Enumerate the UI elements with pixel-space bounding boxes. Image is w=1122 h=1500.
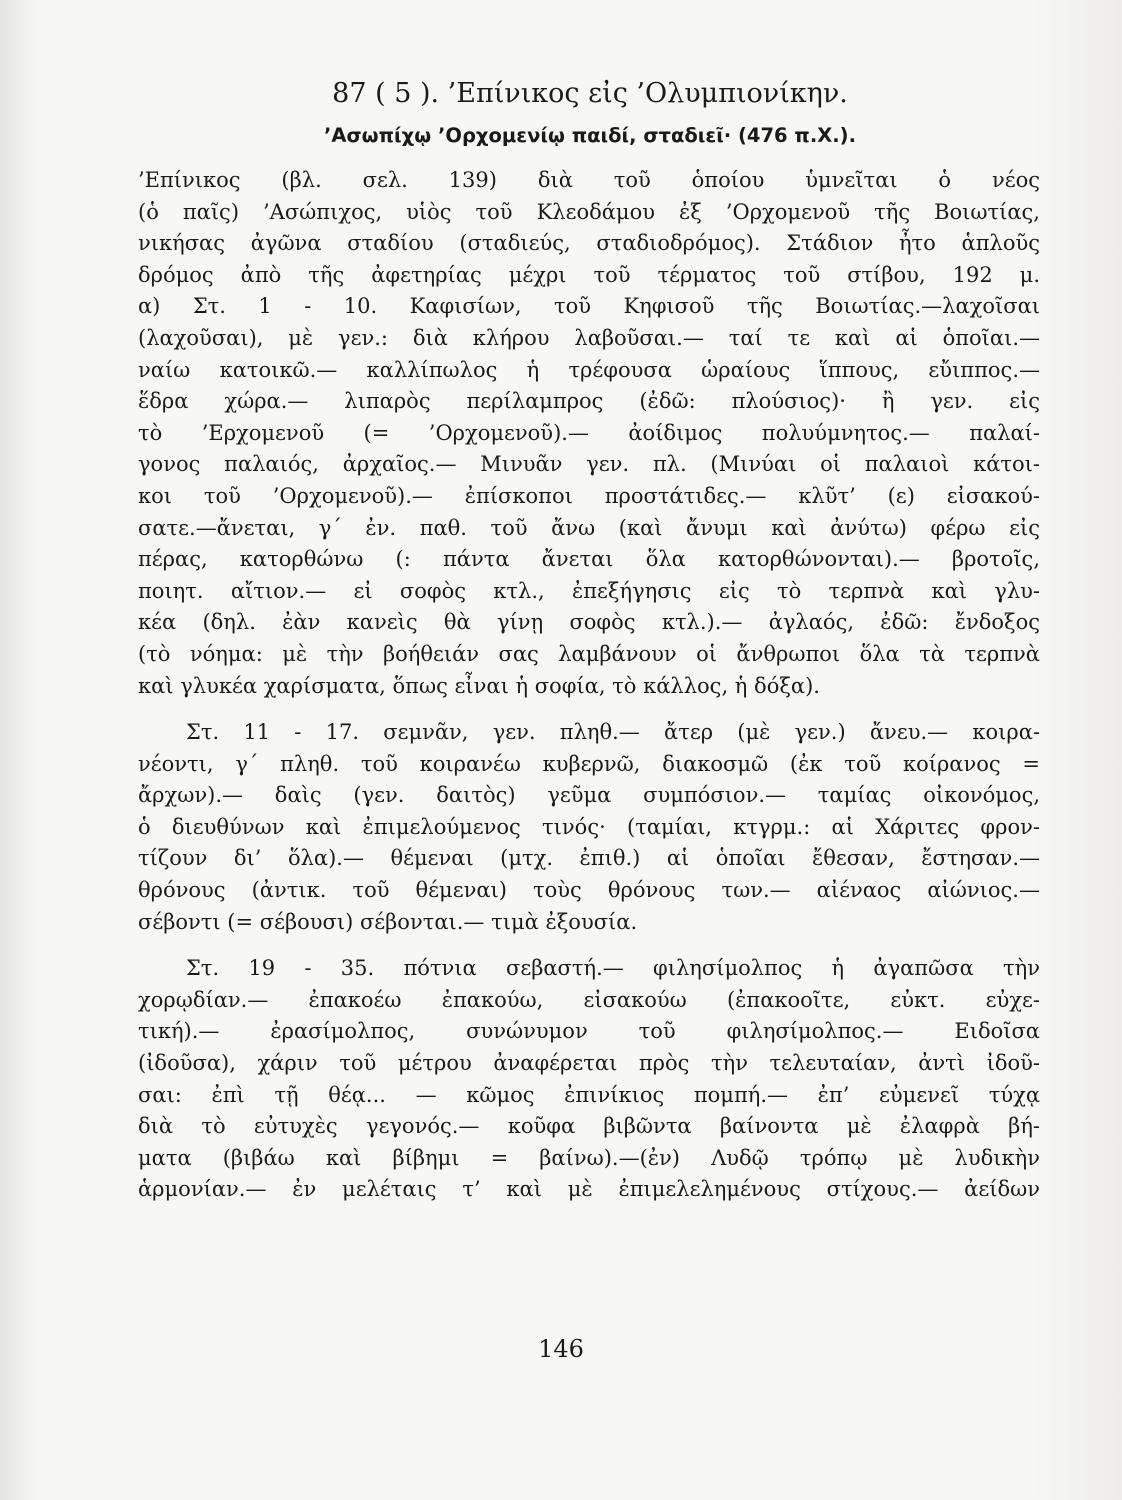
page-edge-shadow <box>0 0 40 1500</box>
body-line: χορῳδίαν.— ἐπακοέω ἐπακούω, εἰσακούω (ἐπακοοῖτε, εὐκτ. εὐχε- <box>138 987 1040 1012</box>
page-subheading: ’Ασωπίχῳ ’Ορχομενίῳ παιδί, σταδιεῖ· (476 π.Χ.). <box>324 124 856 147</box>
commentary-body <box>138 165 1040 1206</box>
body-line: ὁ διευθύνων καὶ ἐπιμελούμενος τινός· (ταμίαι, κτγρμ.: αἱ Χάριτες φρον- <box>138 814 1040 839</box>
body-line: ναίω κατοικῶ.— καλλίπωλος ἡ τρέφουσα ὡραίους ἵππους, εὔιππος.— <box>138 357 1040 382</box>
body-line: ’Επίνικος (βλ. σελ. 139) διὰ τοῦ ὁποίου ὑμνεῖται ὁ νέος <box>138 168 1040 192</box>
paragraph-gap <box>138 938 1040 953</box>
body-line: Στ. 19 - 35. πότνια σεβαστή.— φιλησίμολπος ἡ ἀγαπῶσα τὴν <box>186 956 1040 981</box>
body-line: σαι: ἐπὶ τῇ θέᾳ... — κῶμος ἐπινίκιος πομπή.— ἐπ’ εὐμενεῖ τύχᾳ <box>138 1082 1040 1107</box>
body-line: τίζουν δι’ ὅλα).— θέμεναι (μτχ. ἐπιθ.) αἱ ὁποῖαι ἔθεσαν, ἔστησαν.— <box>138 846 1040 871</box>
paragraph-gap <box>138 702 1040 717</box>
body-line: σατε.—ἄνεται, γ΄ ἐν. παθ. τοῦ ἄνω (καὶ ἄνυμι καὶ ἀνύτω) φέρω εἰς <box>138 515 1040 540</box>
body-line: σέβοντι (= σέβουσι) σέβονται.— τιμὰ ἐξουσία. <box>138 909 638 934</box>
body-line: ἁρμονίαν.— ἐν μελέταις τ’ καὶ μὲ ἐπιμελελημένους στίχους.— ἀείδων <box>138 1177 1040 1202</box>
body-line: καὶ γλυκέα χαρίσματα, ὅπως εἶναι ἡ σοφία, τὸ κάλλος, ἡ δόξα). <box>138 673 820 698</box>
body-line: πέρας, κατορθώνω (: πάντα ἄνεται ὅλα κατορθώνονται).— βροτοῖς, <box>138 547 1040 572</box>
body-line: διὰ τὸ εὐτυχὲς γεγονός.— κοῦφα βιβῶντα βαίνοντα μὲ ἐλαφρὰ βή- <box>138 1114 1040 1139</box>
page-heading: 87 ( 5 ). ’Επίνικος εἰς ’Ολυμπιονίκην. <box>332 78 848 109</box>
body-line: δρόμος ἀπὸ τῆς ἀφετηρίας μέχρι τοῦ τέρματος τοῦ στίβου, 192 μ. <box>138 262 1040 287</box>
body-line: (ἰδοῦσα), χάριν τοῦ μέτρου ἀναφέρεται πρὸς τὴν τελευταίαν, ἀντὶ ἰδοῦ- <box>138 1051 1040 1076</box>
body-line: γονος παλαιός, ἀρχαῖος.— Μινυᾶν γεν. πλ. (Μινύαι οἱ παλαιοὶ κάτοι- <box>138 452 1040 477</box>
body-line: νικήσας ἀγῶνα σταδίου (σταδιεύς, σταδιοδρόμος). Στάδιον ἦτο ἁπλοῦς <box>138 231 1040 256</box>
body-line: τὸ ’Ερχομενοῦ (= ’Ορχομενοῦ).— ἀοίδιμος πολυύμνητος.— παλαί- <box>138 420 1040 445</box>
body-line: ματα (βιβάω καὶ βίβημι = βαίνω).—(ἐν) Λυδῷ τρόπῳ μὲ λυδικὴν <box>138 1145 1040 1170</box>
body-line: (ὁ παῖς) ’Ασώπιχος, υἱὸς τοῦ Κλεοδάμου ἐξ ’Ορχομενοῦ τῆς Βοιωτίας, <box>138 199 1040 224</box>
body-line: κοι τοῦ ’Ορχομενοῦ).— ἐπίσκοποι προστάτιδες.— κλῦτ’ (ε) εἰσακού- <box>138 483 1040 508</box>
body-line: τική).— ἐρασίμολπος, συνώνυμον τοῦ φιλησίμολπος.— Ειδοῖσα <box>138 1019 1040 1044</box>
body-line: νέοντι, γ΄ πληθ. τοῦ κοιρανέω κυβερνῶ, διακοσμῶ (ἐκ τοῦ κοίρανος = <box>138 751 1040 776</box>
body-line: (τὸ νόημα: μὲ τὴν βοήθειάν σας λαμβάνουν οἱ ἄνθρωποι ὅλα τὰ τερπνὰ <box>138 641 1040 666</box>
body-line: ποιητ. αἴτιον.— εἰ σοφὸς κτλ., ἐπεξήγησις εἰς τὸ τερπνὰ καὶ γλυ- <box>138 578 1040 603</box>
body-line: ἄρχων).— δαὶς (γεν. δαιτὸς) γεῦμα συμπόσιον.— ταμίας οἰκονόμος, <box>138 783 1040 808</box>
body-line: ἕδρα χώρα.— λιπαρὸς περίλαμπρος (ἐδῶ: πλούσιος)· ἢ γεν. εἰς <box>138 389 1040 414</box>
body-line: κέα (δηλ. ἐὰν κανεὶς θὰ γίνῃ σοφὸς κτλ.).— ἀγλαός, ἐδῶ: ἔνδοξος <box>138 610 1040 635</box>
body-line: α) Στ. 1 - 10. Καφισίων, τοῦ Κηφισοῦ τῆς Βοιωτίας.—λαχοῖσαι <box>138 294 1040 319</box>
body-line: Στ. 11 - 17. σεμνᾶν, γεν. πληθ.— ἄτερ (μὲ γεν.) ἄνευ.— κοιρα- <box>186 720 1040 745</box>
bleed-through-margin <box>1032 0 1122 1500</box>
body-line: (λαχοῦσαι), μὲ γεν.: διὰ κλήρου λαβοῦσαι.— ταί τε καὶ αἱ ὁποῖαι.— <box>138 325 1040 350</box>
page-number: 146 <box>538 1335 584 1363</box>
body-line: θρόνους (ἀντικ. τοῦ θέμεναι) τοὺς θρόνους των.— αἰέναος αἰώνιος.— <box>138 878 1040 903</box>
